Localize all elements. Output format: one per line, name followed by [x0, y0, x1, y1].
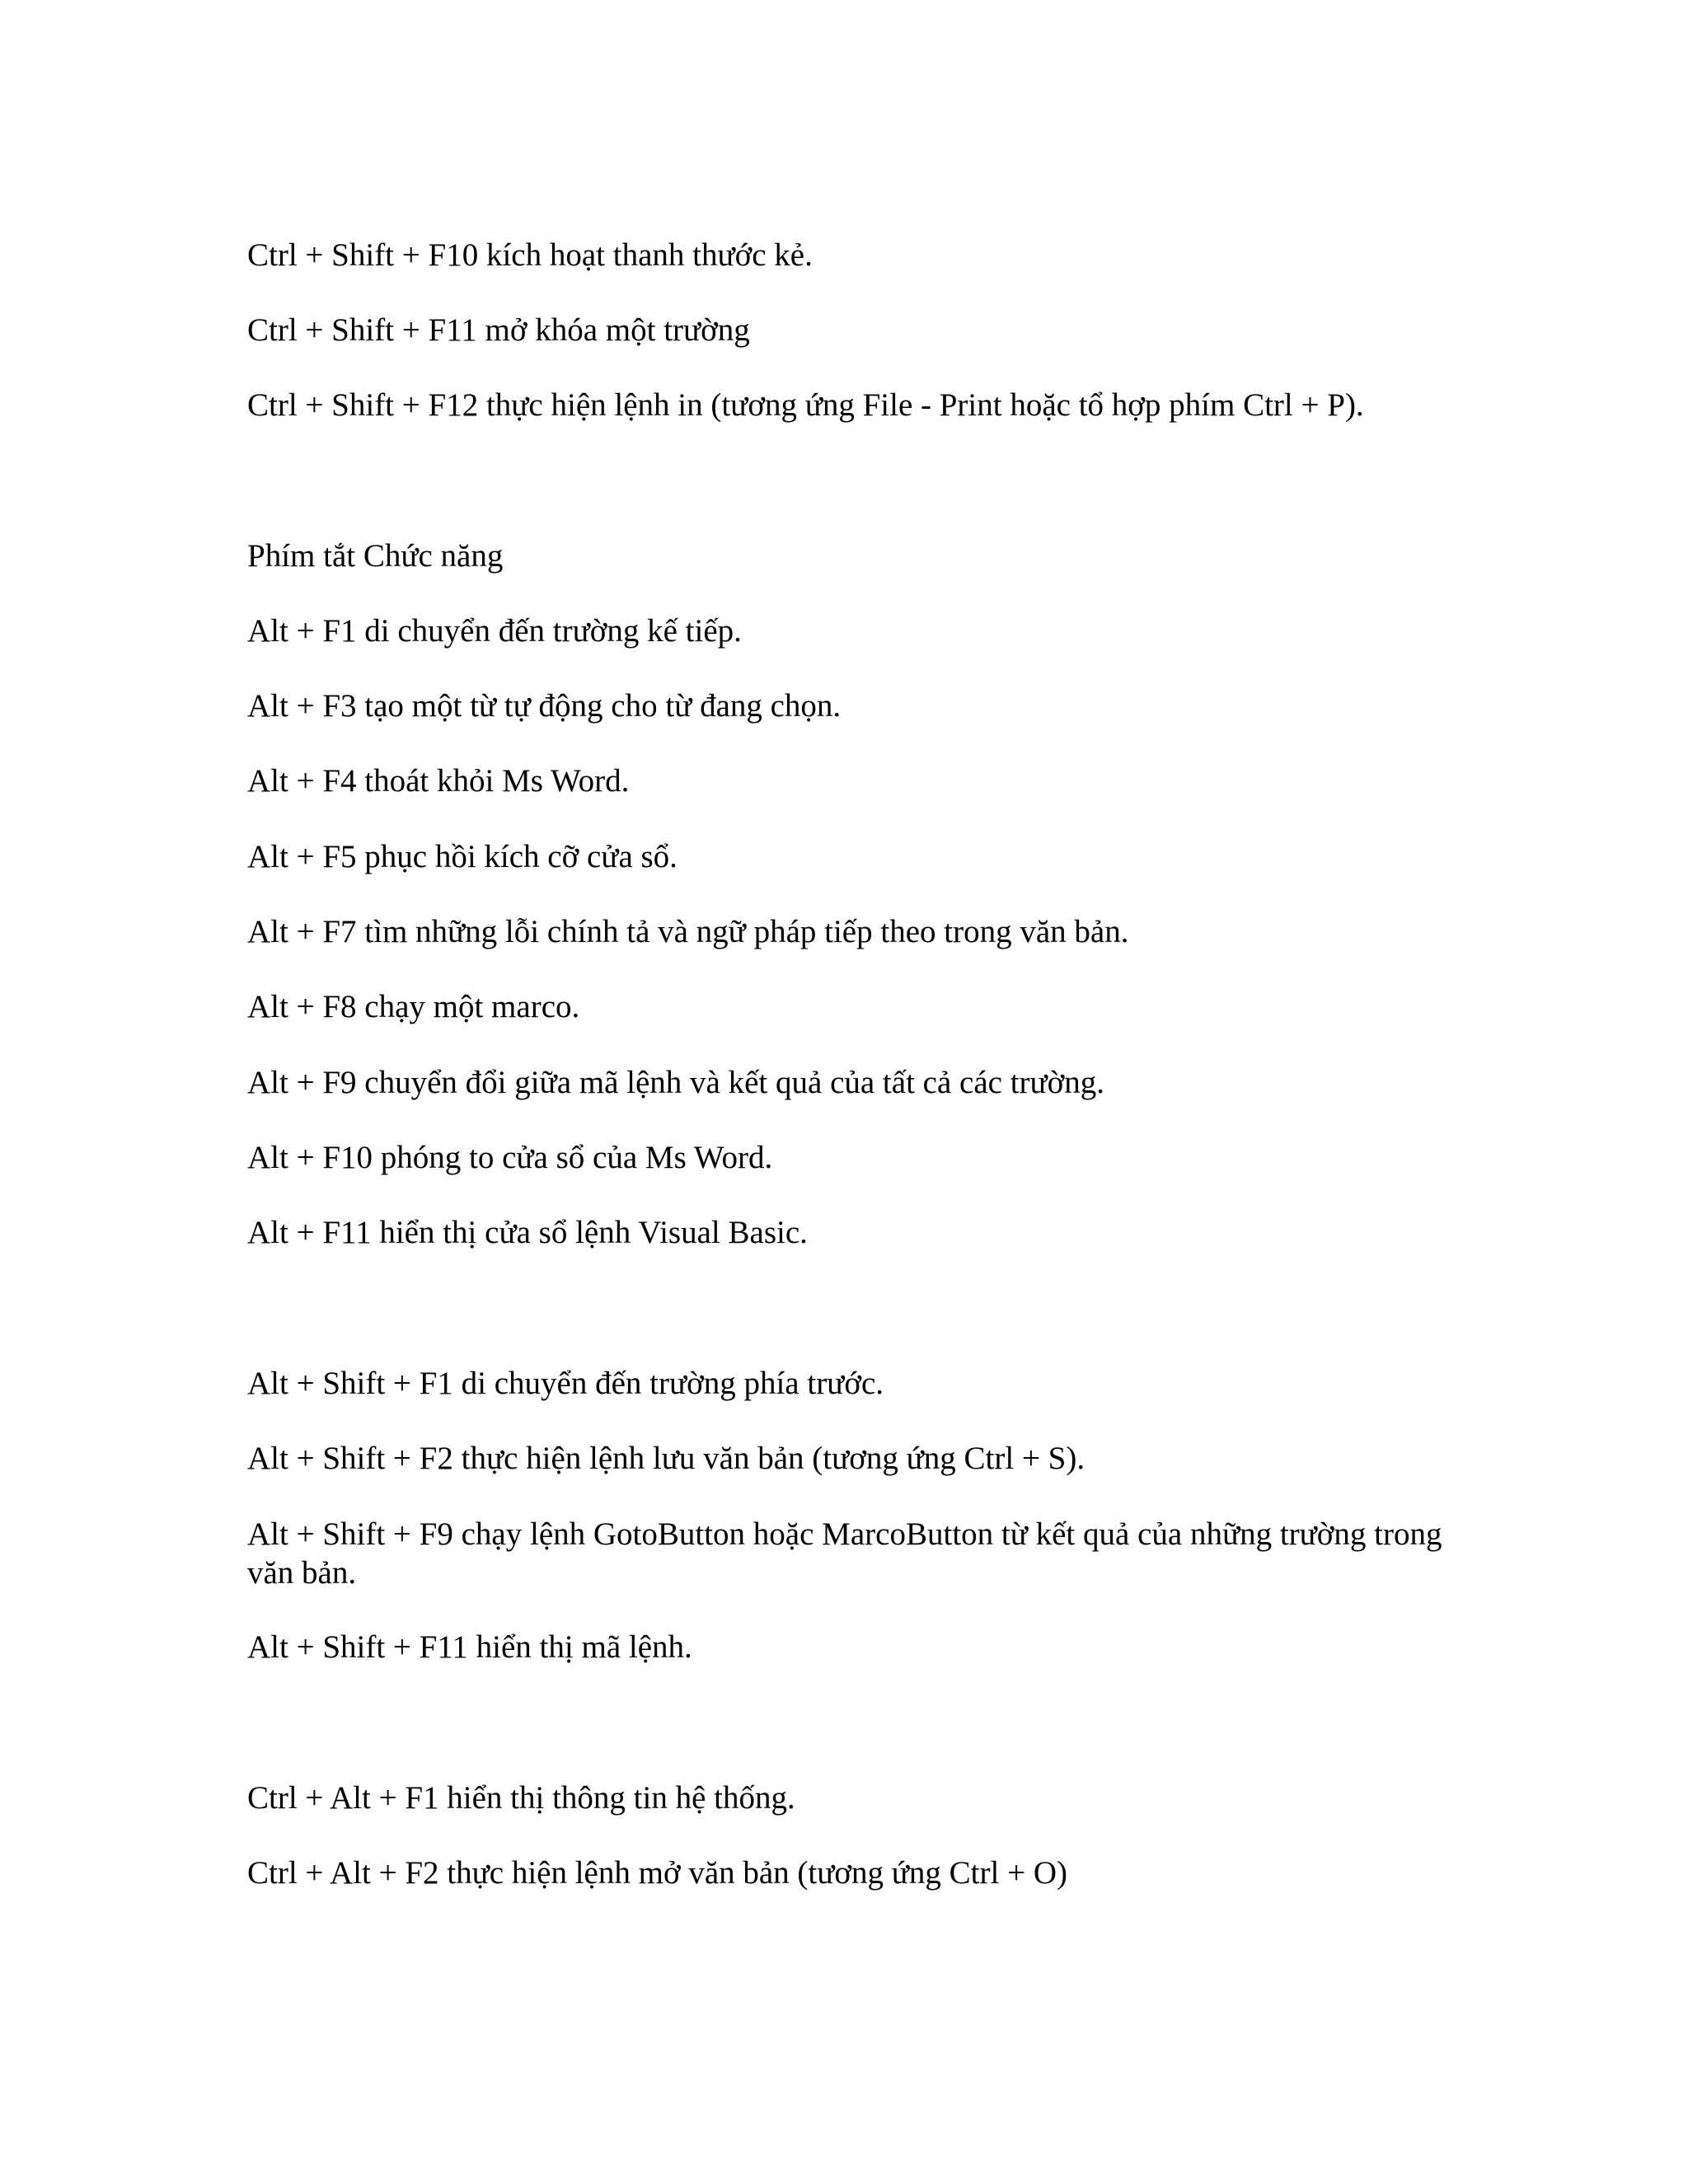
text-line: Alt + F5 phục hồi kích cỡ cửa sổ.: [247, 839, 678, 874]
text-line: Ctrl + Alt + F2 thực hiện lệnh mở văn bản (tương ứng Ctrl + O): [247, 1855, 1067, 1891]
text-line: Ctrl + Shift + F10 kích hoạt thanh thước kẻ.: [247, 237, 813, 273]
text-line: Alt + Shift + F11 hiển thị mã lệnh.: [247, 1629, 692, 1665]
text-line: Alt + F3 tạo một từ tự động cho từ đang chọn.: [247, 688, 842, 724]
text-line: Alt + F10 phóng to cửa sổ của Ms Word.: [247, 1140, 773, 1175]
text-line: Alt + F4 thoát khỏi Ms Word.: [247, 763, 630, 799]
text-line: Alt + F11 hiển thị cửa sổ lệnh Visual Basic.: [247, 1215, 808, 1250]
text-line: Alt + F8 chạy một marco.: [247, 989, 580, 1024]
text-line: Ctrl + Alt + F1 hiển thị thông tin hệ thống.: [247, 1780, 795, 1816]
text-line: Alt + F1 di chuyển đến trường kế tiếp.: [247, 613, 742, 649]
text-line: Alt + Shift + F2 thực hiện lệnh lưu văn bản (tương ứng Ctrl + S).: [247, 1441, 1085, 1476]
text-line: Alt + Shift + F1 di chuyển đến trường phía trước.: [247, 1366, 884, 1401]
text-line: Alt + F9 chuyển đổi giữa mã lệnh và kết quả của tất cả các trường.: [247, 1065, 1105, 1100]
text-line: Alt + F7 tìm những lỗi chính tả và ngữ pháp tiếp theo trong văn bản.: [247, 914, 1129, 949]
section-heading: Phím tắt Chức năng: [247, 538, 504, 574]
text-line: Alt + Shift + F9 chạy lệnh GotoButton hoặc MarcoButton từ kết quả của những trường trong văn bản.: [247, 1516, 1442, 1591]
text-line: Ctrl + Shift + F11 mở khóa một trường: [247, 312, 750, 348]
text-line: Ctrl + Shift + F12 thực hiện lệnh in (tương ứng File - Print hoặc tổ hợp phím Ctrl + P).: [247, 387, 1364, 423]
